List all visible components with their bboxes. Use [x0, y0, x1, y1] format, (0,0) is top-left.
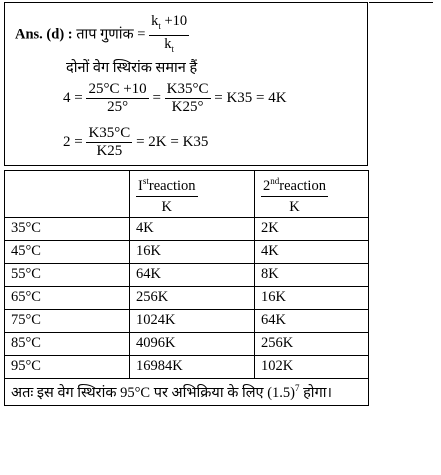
equation-1-fraction-a — [86, 81, 148, 116]
table-row — [5, 286, 369, 309]
equation-2-rhs: = 2K = K35 — [136, 134, 209, 150]
second-reaction-cell: 8K — [255, 263, 369, 286]
fraction-numerator: $k_t +10$ — [149, 13, 189, 36]
first-reaction-cell: 4096K — [130, 332, 255, 355]
equation-1-mid: = — [152, 90, 161, 106]
header-second-reaction: 2ndreaction K — [255, 171, 369, 218]
temperature-cell: 55°C — [5, 263, 130, 286]
first-reaction-cell: 1024K — [130, 309, 255, 332]
answer-label: Ans. (d) : — [15, 26, 73, 43]
rate-constant-table — [4, 170, 369, 379]
conclusion-note — [4, 378, 369, 406]
second-reaction-cell: 64K — [255, 309, 369, 332]
table-row — [5, 217, 369, 240]
second-reaction-cell: 256K — [255, 332, 369, 355]
answer-line — [15, 13, 189, 58]
first-reaction-cell: 16984K — [130, 355, 255, 378]
second-reaction-cell: 4K — [255, 240, 369, 263]
temperature-cell: 75°C — [5, 309, 130, 332]
table-row — [5, 332, 369, 355]
equation-1-rhs: = K35 = 4K — [214, 90, 287, 106]
header-empty-cell — [5, 171, 130, 218]
second-reaction-cell: 2K — [255, 217, 369, 240]
first-reaction-cell: 256K — [130, 286, 255, 309]
temperature-cell: 35°C — [5, 217, 130, 240]
equation-1-fraction-a-num: 25°C +10 — [88, 81, 147, 97]
second-reaction-cell: 16K — [255, 286, 369, 309]
equation-1-fraction-a-den: 25° — [107, 99, 129, 115]
temperature-cell: 65°C — [5, 286, 130, 309]
equation-1 — [63, 81, 287, 116]
temperature-coefficient-text: ताप गुणांक = — [76, 26, 146, 43]
temperature-cell: 85°C — [5, 332, 130, 355]
equation-2-fraction — [86, 125, 132, 160]
fraction-denominator: $k_t$ — [164, 35, 175, 54]
equation-1-fraction-b-den: K25° — [171, 99, 204, 115]
temperature-coefficient-fraction — [149, 13, 189, 58]
table-row — [5, 309, 369, 332]
both-rate-constants-text: दोनों वेग स्थिरांक समान हैं — [66, 60, 198, 76]
top-rule — [369, 2, 433, 3]
temperature-cell: 45°C — [5, 240, 130, 263]
equation-2-lhs: 2 = — [63, 134, 83, 150]
table-row — [5, 263, 369, 286]
equation-2 — [63, 125, 208, 160]
temperature-cell: 95°C — [5, 355, 130, 378]
table-row — [5, 240, 369, 263]
table-row — [5, 355, 369, 378]
equation-1-fraction-b — [165, 81, 211, 116]
equation-1-lhs: 4 = — [63, 90, 83, 106]
equation-2-fraction-den: K25 — [96, 143, 123, 159]
equation-2-fraction-num: K35°C — [88, 125, 131, 141]
equation-1-fraction-b-num: K35°C — [166, 81, 209, 97]
table-header-row — [5, 171, 369, 218]
header-first-reaction: Istreaction K — [130, 171, 255, 218]
first-reaction-cell: 16K — [130, 240, 255, 263]
first-reaction-cell: 64K — [130, 263, 255, 286]
conclusion-exponent: 7 — [294, 383, 300, 394]
second-reaction-cell: 102K — [255, 355, 369, 378]
answer-box — [4, 2, 368, 166]
conclusion-text: अतः इस वेग स्थिरांक 95°C पर अभिक्रिया के लिए (1.5) — [11, 385, 295, 401]
first-reaction-cell: 4K — [130, 217, 255, 240]
conclusion-tail: होगा। — [299, 385, 332, 401]
